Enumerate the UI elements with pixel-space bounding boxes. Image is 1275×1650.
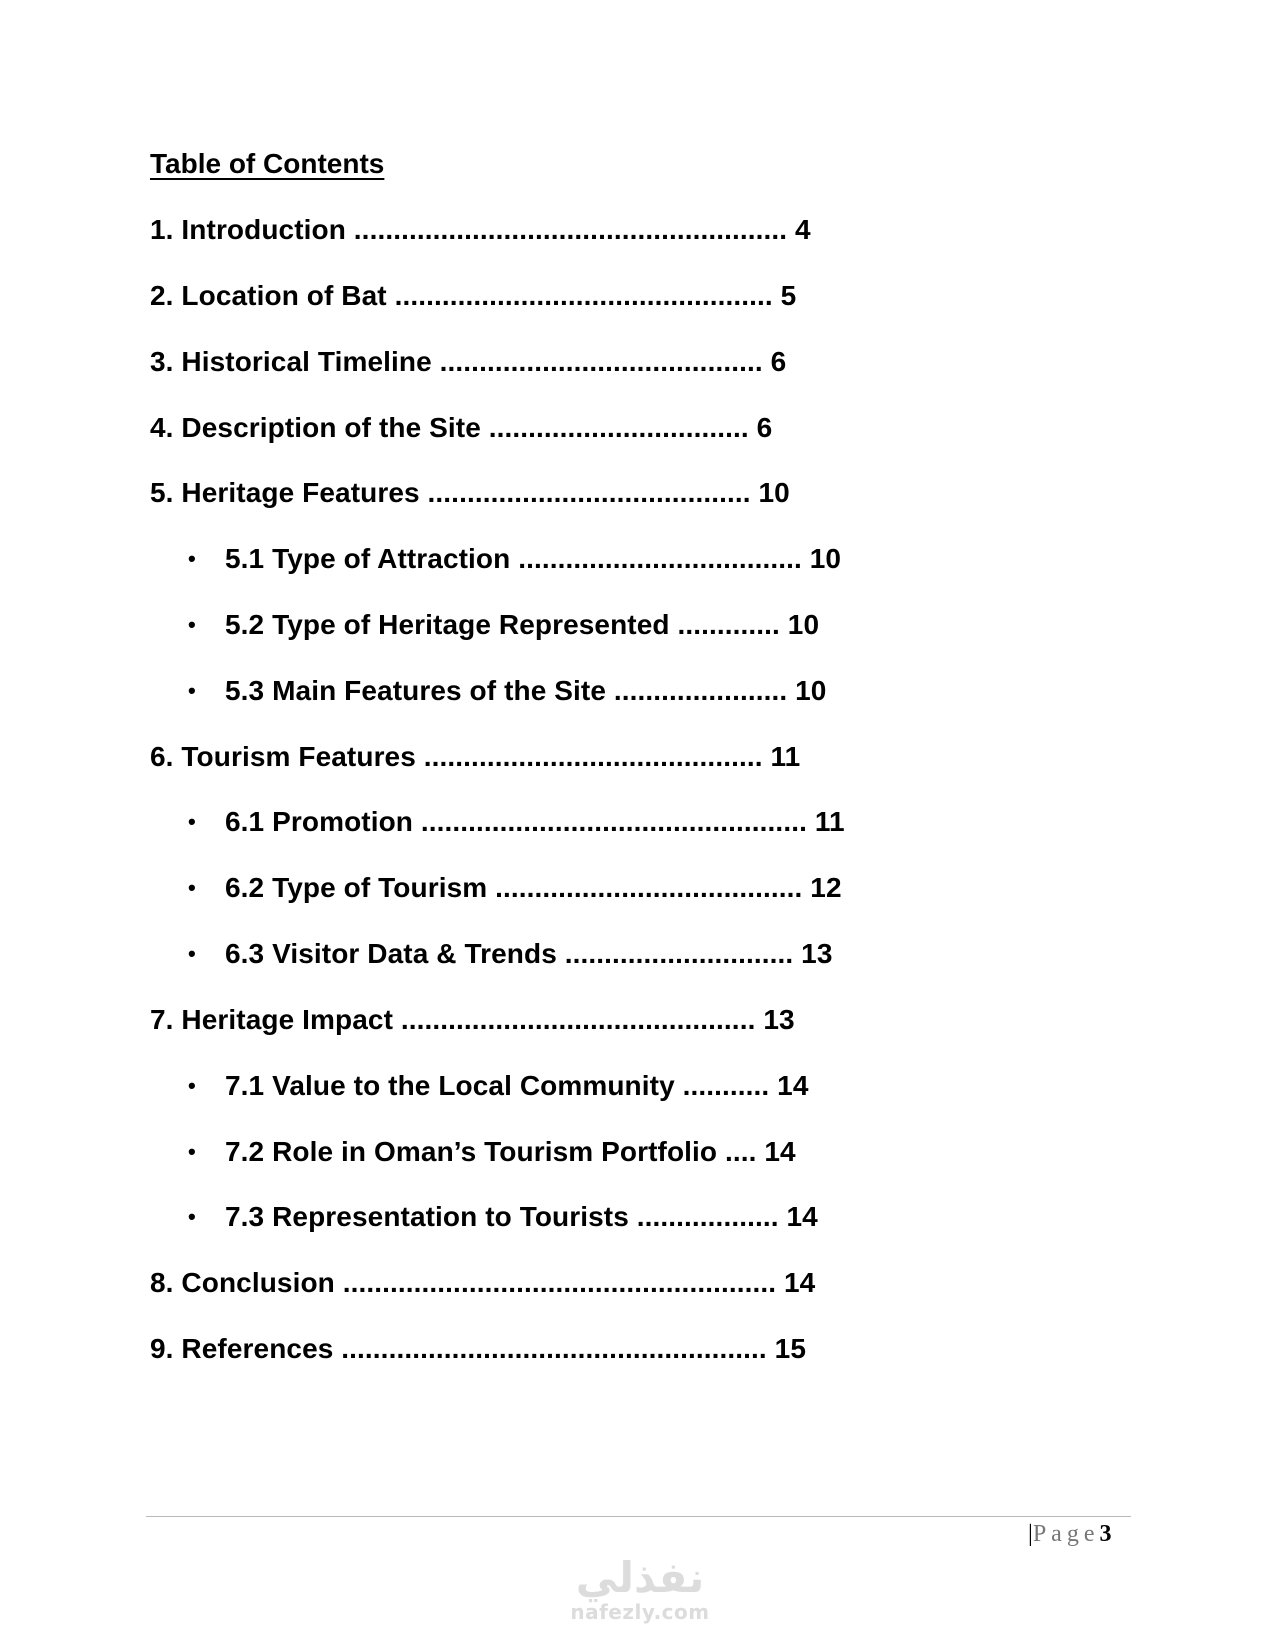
toc-entry-label: 7.1 Value to the Local Community ........... 14	[225, 1070, 809, 1101]
bullet-icon: •	[188, 1139, 196, 1164]
toc-entry-representation-tourists[interactable]	[188, 1200, 818, 1234]
toc-entry-historical-timeline[interactable]: 3. Historical Timeline ......................................... 6	[150, 346, 787, 377]
toc-entry-label: 6.2 Type of Tourism ....................................... 12	[225, 872, 842, 903]
bullet-icon: •	[188, 678, 196, 703]
footer-divider	[146, 1516, 1131, 1517]
footer-bar: |	[1028, 1521, 1033, 1547]
toc-entry-label: 7.2 Role in Oman’s Tourism Portfolio .... 14	[225, 1136, 796, 1167]
toc-entry-label: 7.3 Representation to Tourists .................. 14	[225, 1201, 818, 1232]
toc-entry-introduction[interactable]: 1. Introduction ....................................................... 4	[150, 214, 811, 245]
toc-entry-heritage-features[interactable]: 5. Heritage Features ......................................... 10	[150, 477, 790, 508]
toc-entry-type-of-heritage[interactable]	[188, 608, 819, 642]
bullet-icon: •	[188, 546, 196, 571]
toc-entry-label: 6.3 Visitor Data & Trends ............................. 13	[225, 938, 833, 969]
watermark-latin-text: nafezly.com	[570, 1600, 710, 1624]
page-label: Page	[1032, 1521, 1100, 1547]
bullet-icon: •	[188, 1204, 196, 1229]
toc-entry-description[interactable]: 4. Description of the Site ................................. 6	[150, 412, 773, 443]
bullet-icon: •	[188, 941, 196, 966]
watermark-logo	[560, 1555, 720, 1623]
toc-entry-type-of-tourism[interactable]	[188, 871, 842, 905]
toc-entry-label: 5.3 Main Features of the Site ...................... 10	[225, 675, 827, 706]
toc-entry-label: 5.1 Type of Attraction .................................... 10	[225, 543, 842, 574]
page-number-footer	[1028, 1519, 1111, 1549]
bullet-icon: •	[188, 612, 196, 637]
bullet-icon: •	[188, 809, 196, 834]
bullet-icon: •	[188, 1073, 196, 1098]
toc-entry-label: 6.1 Promotion ................................................. 11	[225, 806, 845, 837]
toc-title: Table of Contents	[150, 148, 385, 179]
toc-entry-label: 5.2 Type of Heritage Represented ............. 10	[225, 609, 820, 640]
toc-entry-conclusion[interactable]: 8. Conclusion ....................................................... 14	[150, 1267, 816, 1298]
page-number: 3	[1099, 1521, 1112, 1547]
toc-entry-heritage-impact[interactable]: 7. Heritage Impact ............................................. 13	[150, 1004, 795, 1035]
toc-entry-promotion[interactable]	[188, 805, 845, 839]
toc-entry-type-of-attraction[interactable]	[188, 542, 841, 576]
watermark-arabic-text: نفذلي	[575, 1553, 705, 1602]
bullet-icon: •	[188, 875, 196, 900]
toc-entry-value-local-community[interactable]	[188, 1069, 809, 1103]
toc-entry-tourism-features[interactable]: 6. Tourism Features ........................................... 11	[150, 741, 801, 772]
toc-entry-visitor-data[interactable]	[188, 937, 833, 971]
toc-entry-location[interactable]: 2. Location of Bat ................................................ 5	[150, 280, 797, 311]
toc-entry-references[interactable]: 9. References ...................................................... 15	[150, 1333, 806, 1364]
toc-entry-main-features[interactable]	[188, 674, 826, 708]
toc-entry-role-tourism-portfolio[interactable]	[188, 1135, 796, 1169]
